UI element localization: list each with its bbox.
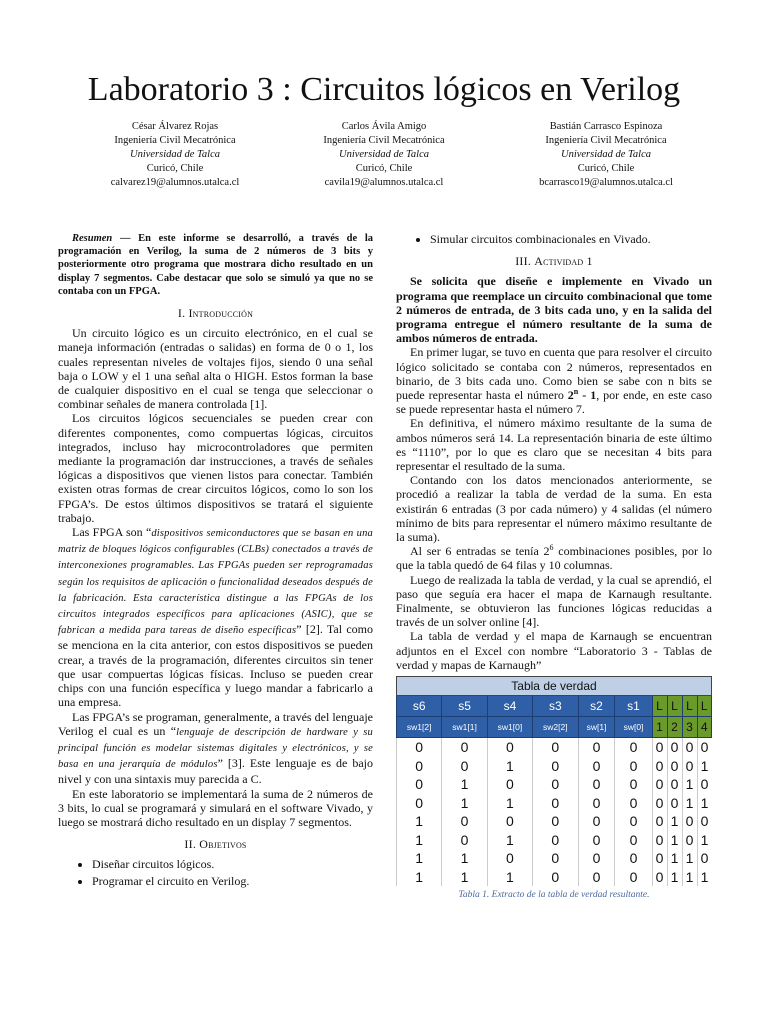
paragraph bbox=[58, 525, 373, 709]
table-cell: 1 bbox=[697, 868, 712, 887]
table-cell: 1 bbox=[487, 794, 532, 813]
table-cell: 1 bbox=[487, 757, 532, 776]
left-column bbox=[58, 232, 373, 892]
table-cell: 0 bbox=[578, 831, 615, 850]
col-header: s1 bbox=[615, 696, 652, 717]
table-cell: 0 bbox=[682, 812, 697, 831]
author-city: Curicó, Chile bbox=[146, 163, 204, 174]
text: ” [2]. Tal como se menciona en la cita anterior, con estos dispositivos se pueden crear, a través de la programación, diferentes circuitos sin tener que usar compuertas lógicas físicas. Incluso se pueden crear chips con una función específica y luego mandar a fabricarlo a una empresa. bbox=[58, 622, 373, 710]
section-number: III. bbox=[515, 254, 532, 269]
table-cell: 1 bbox=[667, 812, 682, 831]
table-cell: 1 bbox=[442, 775, 487, 794]
table-cell: 0 bbox=[697, 775, 712, 794]
author-name: César Álvarez Rojas bbox=[131, 121, 219, 132]
table-cell: 1 bbox=[487, 831, 532, 850]
table-cell: 0 bbox=[615, 849, 652, 868]
section-number: I. bbox=[177, 306, 186, 321]
table-cell: 0 bbox=[397, 775, 442, 794]
table-cell: 1 bbox=[397, 831, 442, 850]
table-cell: 0 bbox=[652, 868, 667, 887]
author-name: Carlos Ávila Amigo bbox=[341, 121, 427, 132]
author-city: Curicó, Chile bbox=[355, 163, 413, 174]
author-dept: Ingeniería Civil Mecatrónica bbox=[114, 135, 236, 146]
col-header: s4 bbox=[487, 696, 532, 717]
formula-base: 2 bbox=[567, 388, 574, 403]
table-header-row bbox=[397, 696, 712, 717]
table-cell: 0 bbox=[615, 738, 652, 757]
text: Las FPGA son “ bbox=[72, 525, 152, 540]
table-cell: 0 bbox=[487, 812, 532, 831]
paper-title: Laboratorio 3 : Circuitos lógicos en Verilog bbox=[87, 71, 681, 108]
paragraph: Contando con los datos mencionados anteriormente, se procedió a realizar la tabla de verdad de la suma. En esta existirán 6 entradas (3 por cada número) y 4 salidas (el número mínimo de bits para representar el número máximo resultante de la suma). bbox=[396, 473, 712, 545]
text: , por ende, en este caso se puede representar hasta el número 7. bbox=[396, 388, 713, 417]
author-block-3 bbox=[476, 120, 736, 190]
table-cell: 0 bbox=[615, 812, 652, 831]
author-institution: Universidad de Talca bbox=[560, 149, 652, 160]
author-email: calvarez19@alumnos.utalca.cl bbox=[110, 177, 240, 188]
col-subheader: sw1[0] bbox=[487, 717, 532, 738]
col-subheader: sw1[1] bbox=[442, 717, 487, 738]
section-heading-objetivos bbox=[58, 837, 373, 851]
table-row bbox=[397, 812, 712, 831]
table-row bbox=[397, 757, 712, 776]
table-cell: 0 bbox=[397, 757, 442, 776]
objectives-list bbox=[58, 857, 373, 887]
table-cell: 1 bbox=[667, 868, 682, 887]
table-cell: 0 bbox=[682, 757, 697, 776]
table-cell: 0 bbox=[487, 849, 532, 868]
formula-tail: - 1 bbox=[578, 388, 597, 403]
paragraph: Luego de realizada la tabla de verdad, y la cual se aprendió, el paso que seguía era hacer el mapa de Karnaugh resultante. Finalmente, se obtuvieron las funciones lógicas reducidas a través de un solver online [4]. bbox=[396, 572, 712, 630]
col-header: s3 bbox=[533, 696, 578, 717]
col-subheader: sw[0] bbox=[615, 717, 652, 738]
list-item: • Simular circuitos combinacionales en Vivado. bbox=[430, 232, 712, 246]
col-subheader: 4 bbox=[697, 717, 712, 738]
table-caption: Tabla de verdad bbox=[397, 677, 712, 696]
table-cell: 0 bbox=[652, 757, 667, 776]
table-cell: 1 bbox=[697, 831, 712, 850]
table-row bbox=[397, 775, 712, 794]
table-row bbox=[397, 849, 712, 868]
table-cell: 1 bbox=[397, 849, 442, 868]
table-cell: 0 bbox=[682, 738, 697, 757]
table-cell: 0 bbox=[615, 775, 652, 794]
formula-exp: n bbox=[573, 387, 579, 397]
col-subheader: 1 bbox=[652, 717, 667, 738]
table-cell: 0 bbox=[397, 794, 442, 813]
author-institution: Universidad de Talca bbox=[338, 149, 430, 160]
table-cell: 0 bbox=[533, 757, 578, 776]
abstract-text: — En este informe se desarrolló, a través de la programación en Verilog, la suma de 2 números de 3 bits y posteriormente otro programa que mostrara dicho resultado en un display 7 segmentos. Cabe destacar que solo se simuló ya que no se contaba con un FPGA. bbox=[58, 233, 373, 297]
quote: dispositivos semiconductores que se basan en una matriz de bloques lógicos configurables (CLBs) conectados a través de interconexiones programables. Las FPGAs pueden ser reprogramadas según los requisitos de aplicación o funcionalidad deseados después de la fabricación. Esta característica distingue a las FPGAs de los circuitos integrados específicos para aplicaciones (ASIC), que se fabrican a medida para tareas de diseño específicas bbox=[58, 528, 373, 637]
table-cell: 0 bbox=[578, 757, 615, 776]
paragraph bbox=[58, 710, 373, 787]
table-cell: 0 bbox=[442, 812, 487, 831]
table-cell: 0 bbox=[533, 775, 578, 794]
table-cell: 0 bbox=[652, 775, 667, 794]
author-institution: Universidad de Talca bbox=[129, 149, 221, 160]
table-cell: 1 bbox=[697, 757, 712, 776]
table-cell: 0 bbox=[667, 757, 682, 776]
col-header: s6 bbox=[397, 696, 442, 717]
text: Al ser 6 entradas se tenía 2 bbox=[410, 544, 550, 559]
col-subheader: 3 bbox=[682, 717, 697, 738]
table-cell: 0 bbox=[578, 794, 615, 813]
col-header: L bbox=[652, 696, 667, 717]
table-row bbox=[397, 738, 712, 757]
paragraph: Los circuitos lógicos secuenciales se pueden crear con diferentes componentes, como compuertas lógicas, circuitos integrados, incluso hay microcontroladores que permiten mediante la programación dar instrucciones, a través de señales lógicas a dispositivos que vienen listos para conectar. También existen otras formas de crear circuitos lógicos, como lo son los FPGA’s. De estos últimos dispositivos se tratará el siguiente trabajo. bbox=[58, 411, 373, 525]
section-title: Introducción bbox=[188, 306, 254, 321]
table-cell: 0 bbox=[697, 738, 712, 757]
section-title: Actividad 1 bbox=[534, 254, 593, 269]
paragraph: Un circuito lógico es un circuito electrónico, en el cual se maneja información (entradas o salidas) en forma de 0 o 1, los cuales representan niveles de voltajes fijos, siendo 0 una señal baja o LOW y el 1 una señal alta o HIGH. Estos forman la base de cualquier dispositivo en el cual se tenga que seleccionar o combinar señales de manera controlada [1]. bbox=[58, 326, 373, 412]
table-cell: 1 bbox=[682, 794, 697, 813]
table-cell: 0 bbox=[533, 812, 578, 831]
table-cell: 0 bbox=[487, 775, 532, 794]
author-name: Bastián Carrasco Espinoza bbox=[549, 121, 663, 132]
paragraph: En este laboratorio se implementará la suma de 2 números de 3 bits, lo cual se programará y simulará en el software Vivado, y luego se mostrará dicho resultado en un display 7 segmentos. bbox=[58, 786, 373, 829]
table-cell: 0 bbox=[442, 738, 487, 757]
table-cell: 1 bbox=[442, 868, 487, 887]
table-cell: 0 bbox=[578, 738, 615, 757]
table-cell: 0 bbox=[533, 738, 578, 757]
author-email: cavila19@alumnos.utalca.cl bbox=[324, 177, 444, 188]
table-cell: 0 bbox=[442, 831, 487, 850]
quote: lenguaje de descripción de hardware y su principal función es modelar sistemas digitales y electrónicos, y se basa en una jerarquía de módulos bbox=[58, 726, 373, 771]
table-cell: 0 bbox=[578, 812, 615, 831]
table-cell: 0 bbox=[682, 831, 697, 850]
section-number: II. bbox=[184, 837, 197, 852]
table-row bbox=[397, 794, 712, 813]
right-column bbox=[396, 232, 712, 902]
col-subheader: sw1[2] bbox=[397, 717, 442, 738]
table-cell: 0 bbox=[578, 868, 615, 887]
table-cell: 0 bbox=[615, 831, 652, 850]
author-block-2 bbox=[254, 120, 514, 190]
text: Las FPGA’s se programan, generalmente, a través del lenguaje Verilog el cual es un “ bbox=[58, 709, 373, 738]
text: combinaciones posibles, por lo que la tabla quedó de 64 filas y 10 columnas. bbox=[396, 544, 712, 573]
table-cell: 0 bbox=[652, 812, 667, 831]
table-cell: 0 bbox=[697, 812, 712, 831]
table-cell: 0 bbox=[615, 868, 652, 887]
exponent: 6 bbox=[549, 543, 554, 553]
formula bbox=[568, 388, 596, 402]
activity-statement: Se solicita que diseñe e implemente en Vivado un programa que reemplace un circuito combinacional que tome 2 números de entrada, de 3 bits cada uno, y en la salida del programa entregue el número resultante de la suma de ambos números de entrada. bbox=[396, 274, 712, 346]
table-cell: 0 bbox=[487, 738, 532, 757]
table-cell: 0 bbox=[533, 868, 578, 887]
table-row bbox=[397, 831, 712, 850]
col-header: s5 bbox=[442, 696, 487, 717]
truth-table bbox=[396, 676, 712, 886]
table-cell: 0 bbox=[697, 849, 712, 868]
abstract-label: Resumen bbox=[72, 233, 113, 244]
col-subheader: sw[1] bbox=[578, 717, 615, 738]
abstract bbox=[58, 232, 373, 298]
table-cell: 1 bbox=[442, 849, 487, 868]
table-cell: 1 bbox=[397, 812, 442, 831]
paragraph: En definitiva, el número máximo resultante de la suma de ambos números será 14. La representación binaria de este último es “1110”, por lo que es claro que se necesitan 4 bits para representar el resultado de la suma. bbox=[396, 416, 712, 474]
table-cell: 0 bbox=[652, 794, 667, 813]
table-note: Tabla 1. Extracto de la tabla de verdad resultante. bbox=[458, 890, 650, 901]
section-heading-actividad bbox=[396, 254, 712, 268]
col-header: L bbox=[682, 696, 697, 717]
text: En primer lugar, se tuvo en cuenta que para resolver el circuito lógico solicitado se contaba con 2 números, representados en binario, de 3 bits cada uno. Como bien se sabe con n bits se puede representar hasta el número bbox=[396, 345, 712, 403]
col-header: s2 bbox=[578, 696, 615, 717]
table-body bbox=[397, 738, 712, 887]
table-cell: 1 bbox=[397, 868, 442, 887]
table-cell: 0 bbox=[615, 794, 652, 813]
paragraph bbox=[396, 345, 712, 416]
table-cell: 0 bbox=[652, 831, 667, 850]
author-city: Curicó, Chile bbox=[577, 163, 635, 174]
table-cell: 1 bbox=[442, 794, 487, 813]
table-cell: 0 bbox=[533, 831, 578, 850]
table-cell: 1 bbox=[697, 794, 712, 813]
table-cell: 1 bbox=[682, 868, 697, 887]
author-email: bcarrasco19@alumnos.utalca.cl bbox=[539, 177, 673, 188]
table-cell: 0 bbox=[652, 849, 667, 868]
author-dept: Ingeniería Civil Mecatrónica bbox=[323, 135, 445, 146]
table-cell: 0 bbox=[667, 738, 682, 757]
table-cell: 0 bbox=[533, 849, 578, 868]
table-cell: 0 bbox=[442, 757, 487, 776]
col-header: L bbox=[697, 696, 712, 717]
table-cell: 1 bbox=[682, 775, 697, 794]
col-subheader: 2 bbox=[667, 717, 682, 738]
author-dept: Ingeniería Civil Mecatrónica bbox=[545, 135, 667, 146]
table-cell: 0 bbox=[667, 794, 682, 813]
table-subheader-row bbox=[397, 717, 712, 738]
col-subheader: sw2[2] bbox=[533, 717, 578, 738]
table-cell: 1 bbox=[667, 831, 682, 850]
table-row bbox=[397, 868, 712, 887]
section-title: Objetivos bbox=[199, 837, 247, 852]
objectives-list-cont bbox=[396, 232, 712, 246]
section-heading-introduccion bbox=[58, 306, 373, 320]
table-cell: 0 bbox=[667, 775, 682, 794]
col-header: L bbox=[667, 696, 682, 717]
table-cell: 0 bbox=[615, 757, 652, 776]
table-cell: 1 bbox=[487, 868, 532, 887]
table-cell: 0 bbox=[533, 794, 578, 813]
table-cell: 0 bbox=[578, 849, 615, 868]
table-cell: 1 bbox=[667, 849, 682, 868]
list-item: • Programar el circuito en Verilog. bbox=[92, 874, 373, 888]
paragraph bbox=[396, 544, 712, 572]
table-cell: 1 bbox=[682, 849, 697, 868]
table-cell: 0 bbox=[652, 738, 667, 757]
text: ” [3]. Este lenguaje es de bajo nivel y con una sintaxis muy parecida a C. bbox=[58, 756, 374, 787]
paragraph: La tabla de verdad y el mapa de Karnaugh se encuentran adjuntos en el Excel con nombre “Laboratorio 3 - Tablas de verdad y mapas de Karnaugh” bbox=[396, 629, 712, 672]
table-cell: 0 bbox=[578, 775, 615, 794]
list-item: • Diseñar circuitos lógicos. bbox=[92, 857, 373, 871]
table-cell: 0 bbox=[397, 738, 442, 757]
